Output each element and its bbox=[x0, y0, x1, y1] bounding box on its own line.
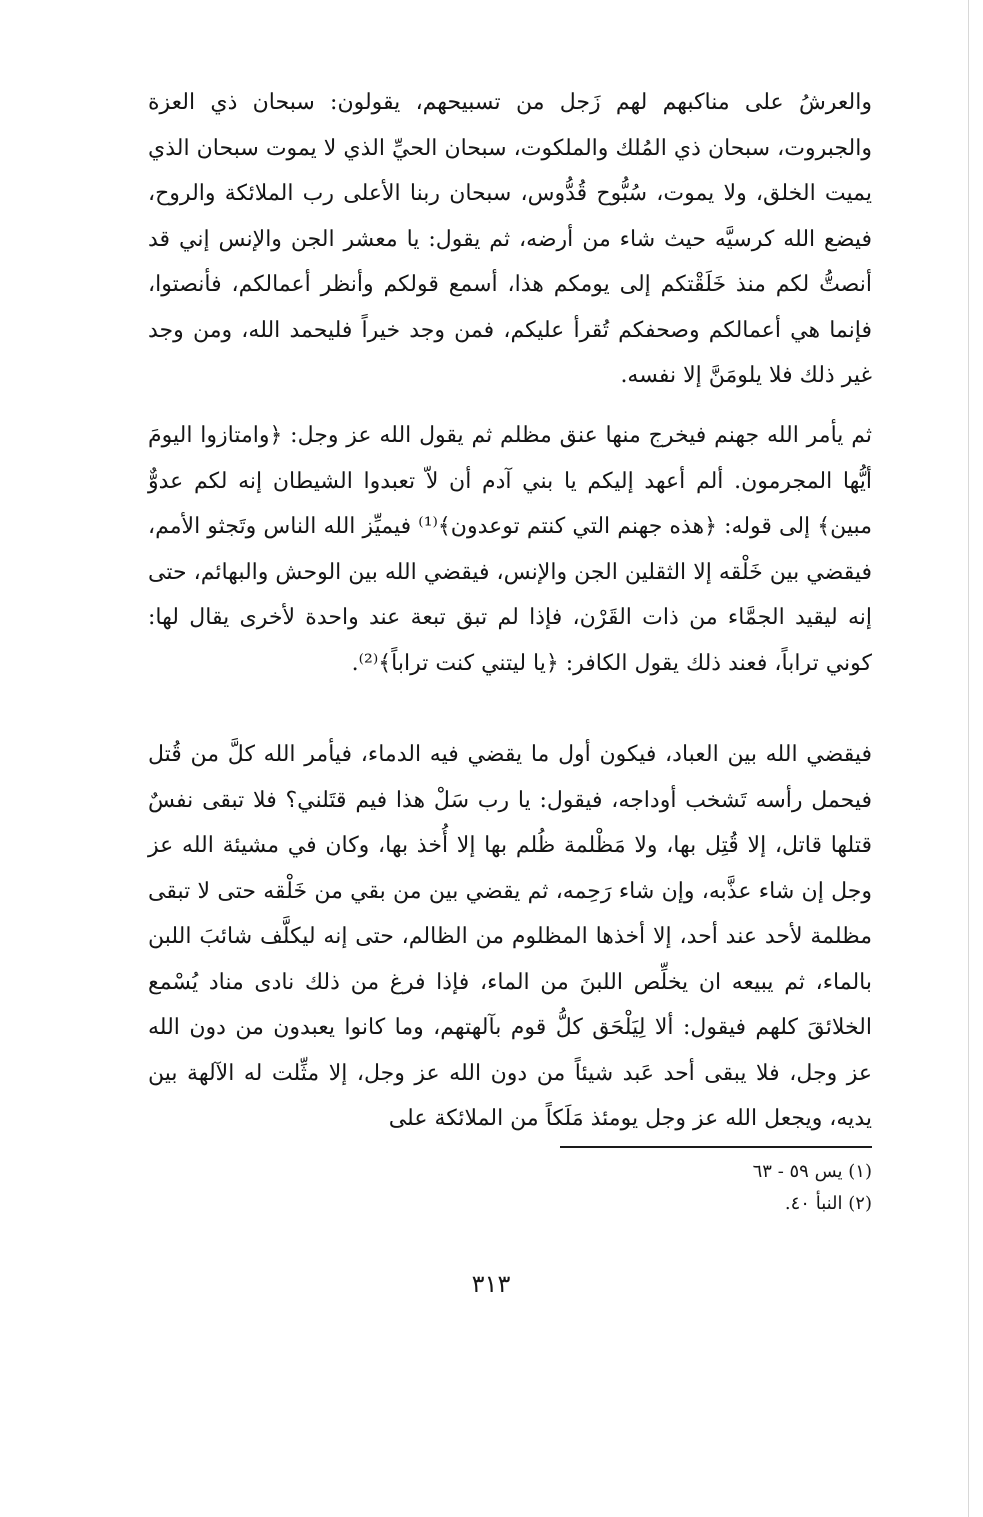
page-edge-line bbox=[968, 0, 969, 1517]
footnote-separator bbox=[560, 1146, 872, 1148]
footnote-1: (١) يس ٥٩ - ٦٣ bbox=[752, 1161, 872, 1182]
paragraph-3: فيقضي الله بين العباد، فيكون أول ما يقضي فيه الدماء، فيأمر الله كلَّ من قُتل فيحمل رأسه تَشخب أوداجه، فيقول: يا رب سَلْ هذا فيم قتَلني؟ فلا تبقى نفسٌ قتلها قاتل، إلا قُتِل بها، ولا مَظْلمة ظُلم بها إلا أُخذ بها، وكان في مشيئة الله عز وجل إن شاء عذَّبه، وإن شاء رَحِمه، ثم يقضي بين من بقي من خَلْقه حتى لا تبقى مظلمة لأحد عند أحد، إلا أخذها المظلوم من الظالم، حتى إنه ليكلَّف شائبَ اللبن بالماء، ثم يبيعه ان يخلِّص اللبنَ من الماء، فإذا فرغ من ذلك نادى مناد يُسْمع الخلائقَ كلهم فيقول: ألا لِيَلْحَق كلُّ قوم بآلهتهم، وما كانوا يعبدون من دون الله عز وجل، فلا يبقى أحد عَبد شيئاً من دون الله عز وجل، إلا مثِّلت له الآلهة بين يديه، ويجعل الله عز وجل يومئذ مَلَكاً من الملائكة على bbox=[148, 742, 872, 1131]
footnote-2: (٢) النبأ ٤٠. bbox=[784, 1193, 872, 1214]
page-number: ٣١٣ bbox=[471, 1270, 511, 1298]
paragraph-2: ثم يأمر الله جهنم فيخرج منها عنق مظلم ثم يقول الله عز وجل: ﴿وامتازوا اليومَ أيُّها المجرمون. ألم أعهد إليكم يا بني آدم أن لاّ تعبدوا الشيطان إنه لكم عدوٌّ مبين﴾ إلى قوله: ﴿هذه جهنم التي كنتم توعدون﴾⁽¹⁾ فيميِّز الله الناس وتَجثو الأمم، فيقضي بين خَلْقه إلا الثقلين الجن والإنس، فيقضي الله بين الوحش والبهائم، حتى إنه ليقيد الجمَّاء من ذات القَرْن، فإذا لم تبق تبعة عند واحدة لأخرى يقال لها: كوني تراباً، فعند ذلك يقول الكافر: ﴿يا ليتني كنت تراباً﴾⁽²⁾. bbox=[148, 423, 872, 676]
footnotes bbox=[560, 1156, 872, 1220]
paragraph-1: والعرشُ على مناكبهم لهم زَجل من تسبيحهم، يقولون: سبحان ذي العزة والجبروت، سبحان ذي المُلك والملكوت، سبحان الحيِّ الذي لا يموت سبحان الذي يميت الخلق، ولا يموت، سُبُّوح قُدُّوس، سبحان ربنا الأعلى رب الملائكة والروح، فيضع الله كرسيَّه حيث شاء من أرضه، ثم يقول: يا معشر الجن والإنس إني قد أنصتُّ لكم منذ خَلَقْتكم إلى يومكم هذا، أسمع قولكم وأنظر أعمالكم، فأنصتوا، فإنما هي أعمالكم وصحفكم تُقرأ عليكم، فمن وجد خيراً فليحمد الله، ومن وجد غير ذلك فلا يلومَنَّ إلا نفسه. bbox=[148, 90, 872, 388]
